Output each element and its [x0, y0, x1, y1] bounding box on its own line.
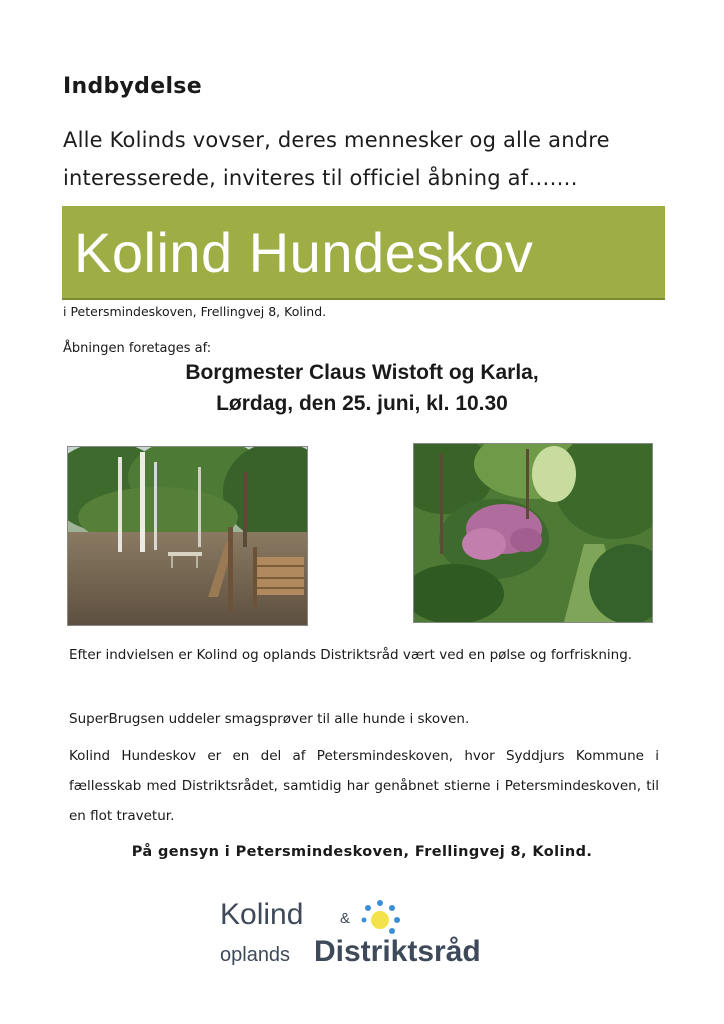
intro-line-2: interesserede, inviteres til officiel åbning af…….	[63, 166, 578, 190]
forest-path-image	[414, 444, 652, 622]
paragraph-samples: SuperBrugsen uddeler smagsprøver til alle hunde i skoven.	[69, 711, 470, 727]
paragraph-forest-info: Kolind Hundeskov er en del af Petersmindeskoven, hvor Syddjurs Kommune i fællesskab med Distriktsrådet, samtidig har genåbnet stierne i Petersmindeskoven, til en flot travetur.	[69, 748, 659, 824]
paragraph-refreshments: Efter indvielsen er Kolind og oplands Distriktsråd vært ved en pølse og forfriskning.	[69, 647, 633, 663]
farewell-line: På gensyn i Petersmindeskoven, Frellingvej 8, Kolind.	[131, 844, 593, 860]
event-date: Lørdag, den 25. juni, kl. 10.30	[216, 392, 508, 415]
photo-forest-clearing	[67, 446, 308, 626]
intro-line-1: Alle Kolinds vovser, deres mennesker og alle andre	[63, 128, 610, 152]
logo-ampersand: &	[340, 910, 351, 927]
forest-clearing-image	[68, 447, 307, 625]
opener-name: Borgmester Claus Wistoft og Karla,	[185, 361, 539, 384]
logo-text-kolind: Kolind	[220, 898, 304, 931]
invitation-heading: Indbydelse	[63, 74, 202, 99]
title-banner	[62, 206, 665, 300]
opening-label: Åbningen foretages af:	[63, 341, 212, 356]
location-line: i Petersmindeskoven, Frellingvej 8, Kolind.	[63, 304, 327, 319]
photo-forest-path	[413, 443, 653, 623]
logo-text-distriktsraad: Distriktsråd	[314, 935, 481, 968]
sun-dots-icon	[360, 898, 410, 938]
banner-title: Kolind Hundeskov	[74, 221, 534, 284]
district-council-logo	[220, 898, 520, 978]
logo-text-oplands: oplands	[220, 944, 291, 966]
